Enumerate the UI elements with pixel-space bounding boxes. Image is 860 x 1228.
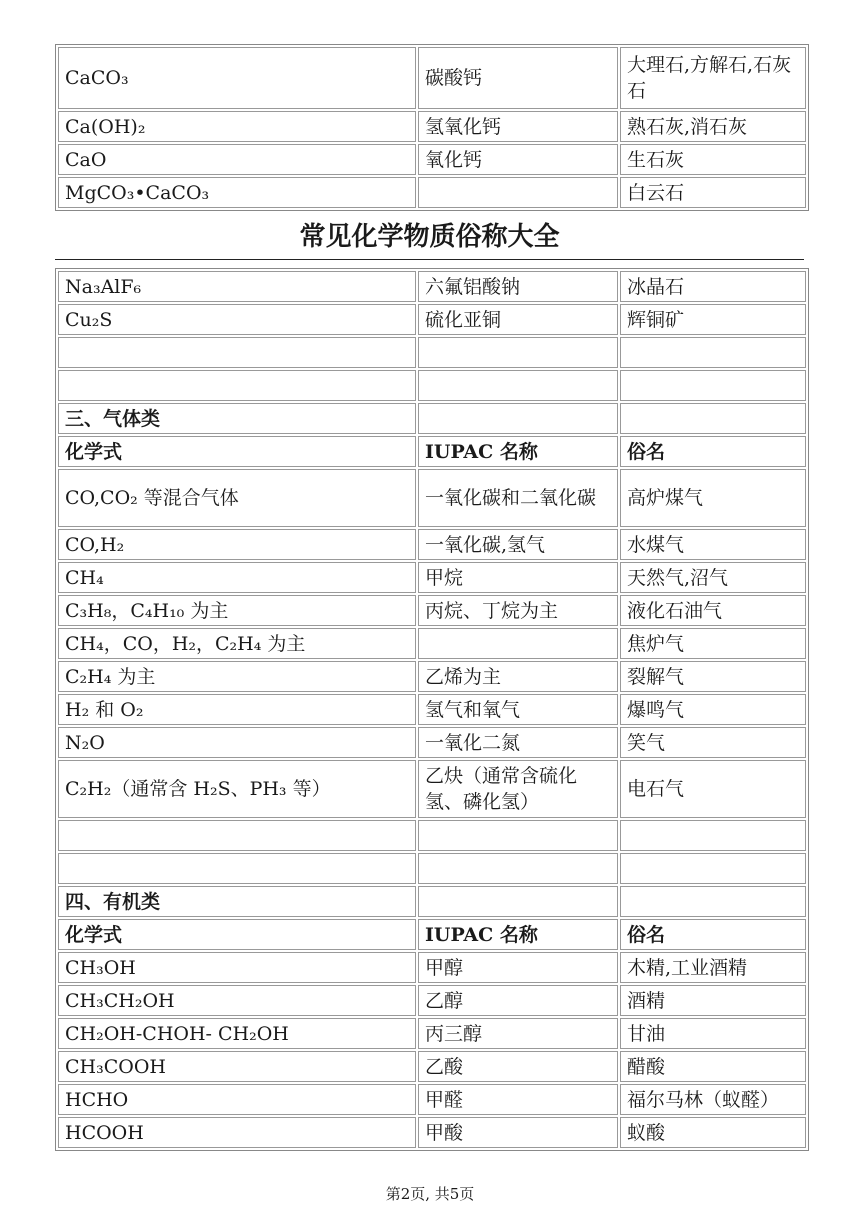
iupac-name-cell: 氢氧化钙 — [418, 111, 618, 142]
formula-cell: CaO — [58, 144, 416, 175]
common-name-cell: 蚁酸 — [620, 1117, 806, 1148]
common-name-cell: 俗名 — [620, 436, 806, 467]
common-name-cell: 辉铜矿 — [620, 304, 806, 335]
formula-cell: CH₄，CO，H₂，C₂H₄ 为主 — [58, 628, 416, 659]
formula-cell: N₂O — [58, 727, 416, 758]
table-row — [58, 694, 806, 725]
iupac-name-cell: 硫化亚铜 — [418, 304, 618, 335]
table-row — [58, 271, 806, 302]
common-name-cell: 笑气 — [620, 727, 806, 758]
formula-cell: H₂ 和 O₂ — [58, 694, 416, 725]
common-name-cell: 甘油 — [620, 1018, 806, 1049]
table-row — [58, 177, 806, 208]
iupac-name-cell: 六氟铝酸钠 — [418, 271, 618, 302]
common-name-cell: 裂解气 — [620, 661, 806, 692]
iupac-name-cell: IUPAC 名称 — [418, 436, 618, 467]
iupac-name-cell: 一氧化碳,氢气 — [418, 529, 618, 560]
table-row — [58, 853, 806, 884]
common-name-cell: 爆鸣气 — [620, 694, 806, 725]
common-name-cell: 电石气 — [620, 760, 806, 818]
formula-cell: C₂H₂（通常含 H₂S、PH₃ 等） — [58, 760, 416, 818]
formula-cell: CH₃COOH — [58, 1051, 416, 1082]
iupac-name-cell: 一氧化碳和二氧化碳 — [418, 469, 618, 527]
iupac-name-cell — [418, 177, 618, 208]
common-name-cell: 焦炉气 — [620, 628, 806, 659]
common-name-cell: 福尔马林（蚁醛） — [620, 1084, 806, 1115]
iupac-name-cell: 乙烯为主 — [418, 661, 618, 692]
table-row — [58, 985, 806, 1016]
iupac-name-cell: 乙醇 — [418, 985, 618, 1016]
table-row — [58, 144, 806, 175]
formula-cell: CO,H₂ — [58, 529, 416, 560]
common-name-cell: 水煤气 — [620, 529, 806, 560]
formula-cell: HCOOH — [58, 1117, 416, 1148]
table-row — [58, 304, 806, 335]
formula-cell: C₂H₄ 为主 — [58, 661, 416, 692]
table-row — [58, 727, 806, 758]
iupac-name-cell — [418, 370, 618, 401]
formula-cell: 三、气体类 — [58, 403, 416, 434]
table-row — [58, 661, 806, 692]
iupac-name-cell: 甲醇 — [418, 952, 618, 983]
iupac-name-cell: 甲烷 — [418, 562, 618, 593]
formula-cell — [58, 820, 416, 851]
table-row — [58, 820, 806, 851]
common-name-cell: 俗名 — [620, 919, 806, 950]
common-name-cell: 熟石灰,消石灰 — [620, 111, 806, 142]
table-row — [58, 1051, 806, 1082]
formula-cell — [58, 853, 416, 884]
common-name-cell: 木精,工业酒精 — [620, 952, 806, 983]
page-footer: 第2页, 共5页 — [385, 1185, 475, 1203]
common-name-cell — [620, 403, 806, 434]
table-row — [58, 1117, 806, 1148]
formula-cell: 化学式 — [58, 436, 416, 467]
common-name-cell: 生石灰 — [620, 144, 806, 175]
iupac-name-cell — [418, 820, 618, 851]
table-row — [58, 1084, 806, 1115]
formula-cell — [58, 370, 416, 401]
common-name-cell — [620, 886, 806, 917]
table-row — [58, 628, 806, 659]
iupac-name-cell: 一氧化二氮 — [418, 727, 618, 758]
table-row — [58, 403, 806, 434]
table-row — [58, 562, 806, 593]
iupac-name-cell: 丙烷、丁烷为主 — [418, 595, 618, 626]
table-row — [58, 952, 806, 983]
compound-table-top — [55, 44, 809, 211]
common-name-cell: 白云石 — [620, 177, 806, 208]
formula-cell: 四、有机类 — [58, 886, 416, 917]
iupac-name-cell: 丙三醇 — [418, 1018, 618, 1049]
iupac-name-cell: 甲酸 — [418, 1117, 618, 1148]
iupac-name-cell: 乙炔（通常含硫化氢、磷化氢） — [418, 760, 618, 818]
iupac-name-cell: 氧化钙 — [418, 144, 618, 175]
common-name-cell: 高炉煤气 — [620, 469, 806, 527]
iupac-name-cell: 甲醛 — [418, 1084, 618, 1115]
common-name-cell: 天然气,沼气 — [620, 562, 806, 593]
table-row — [58, 529, 806, 560]
page-title: 常见化学物质俗称大全 — [55, 216, 804, 260]
common-name-cell — [620, 820, 806, 851]
common-name-cell: 酒精 — [620, 985, 806, 1016]
table-row — [58, 595, 806, 626]
formula-cell: 化学式 — [58, 919, 416, 950]
iupac-name-cell: 氢气和氧气 — [418, 694, 618, 725]
iupac-name-cell — [418, 337, 618, 368]
iupac-name-cell: IUPAC 名称 — [418, 919, 618, 950]
formula-cell — [58, 337, 416, 368]
formula-cell: CH₃OH — [58, 952, 416, 983]
formula-cell: MgCO₃•CaCO₃ — [58, 177, 416, 208]
table-row — [58, 370, 806, 401]
iupac-name-cell — [418, 886, 618, 917]
formula-cell: HCHO — [58, 1084, 416, 1115]
formula-cell: CO,CO₂ 等混合气体 — [58, 469, 416, 527]
iupac-name-cell — [418, 628, 618, 659]
formula-cell: C₃H₈，C₄H₁₀ 为主 — [58, 595, 416, 626]
formula-cell: CH₄ — [58, 562, 416, 593]
common-name-cell — [620, 370, 806, 401]
common-name-cell: 醋酸 — [620, 1051, 806, 1082]
table-row — [58, 469, 806, 527]
common-name-cell: 液化石油气 — [620, 595, 806, 626]
table-row — [58, 919, 806, 950]
common-name-cell: 大理石,方解石,石灰石 — [620, 47, 806, 109]
iupac-name-cell — [418, 403, 618, 434]
iupac-name-cell: 乙酸 — [418, 1051, 618, 1082]
formula-cell: CaCO₃ — [58, 47, 416, 109]
iupac-name-cell: 碳酸钙 — [418, 47, 618, 109]
common-name-cell: 冰晶石 — [620, 271, 806, 302]
table-row — [58, 886, 806, 917]
table-row — [58, 47, 806, 109]
formula-cell: Na₃AlF₆ — [58, 271, 416, 302]
compound-table-main — [55, 268, 809, 1151]
formula-cell: CH₃CH₂OH — [58, 985, 416, 1016]
table-row — [58, 111, 806, 142]
table-row — [58, 436, 806, 467]
common-name-cell — [620, 337, 806, 368]
common-name-cell — [620, 853, 806, 884]
formula-cell: Cu₂S — [58, 304, 416, 335]
table-row — [58, 760, 806, 818]
table-row — [58, 1018, 806, 1049]
formula-cell: Ca(OH)₂ — [58, 111, 416, 142]
iupac-name-cell — [418, 853, 618, 884]
table-row — [58, 337, 806, 368]
formula-cell: CH₂OH-CHOH- CH₂OH — [58, 1018, 416, 1049]
